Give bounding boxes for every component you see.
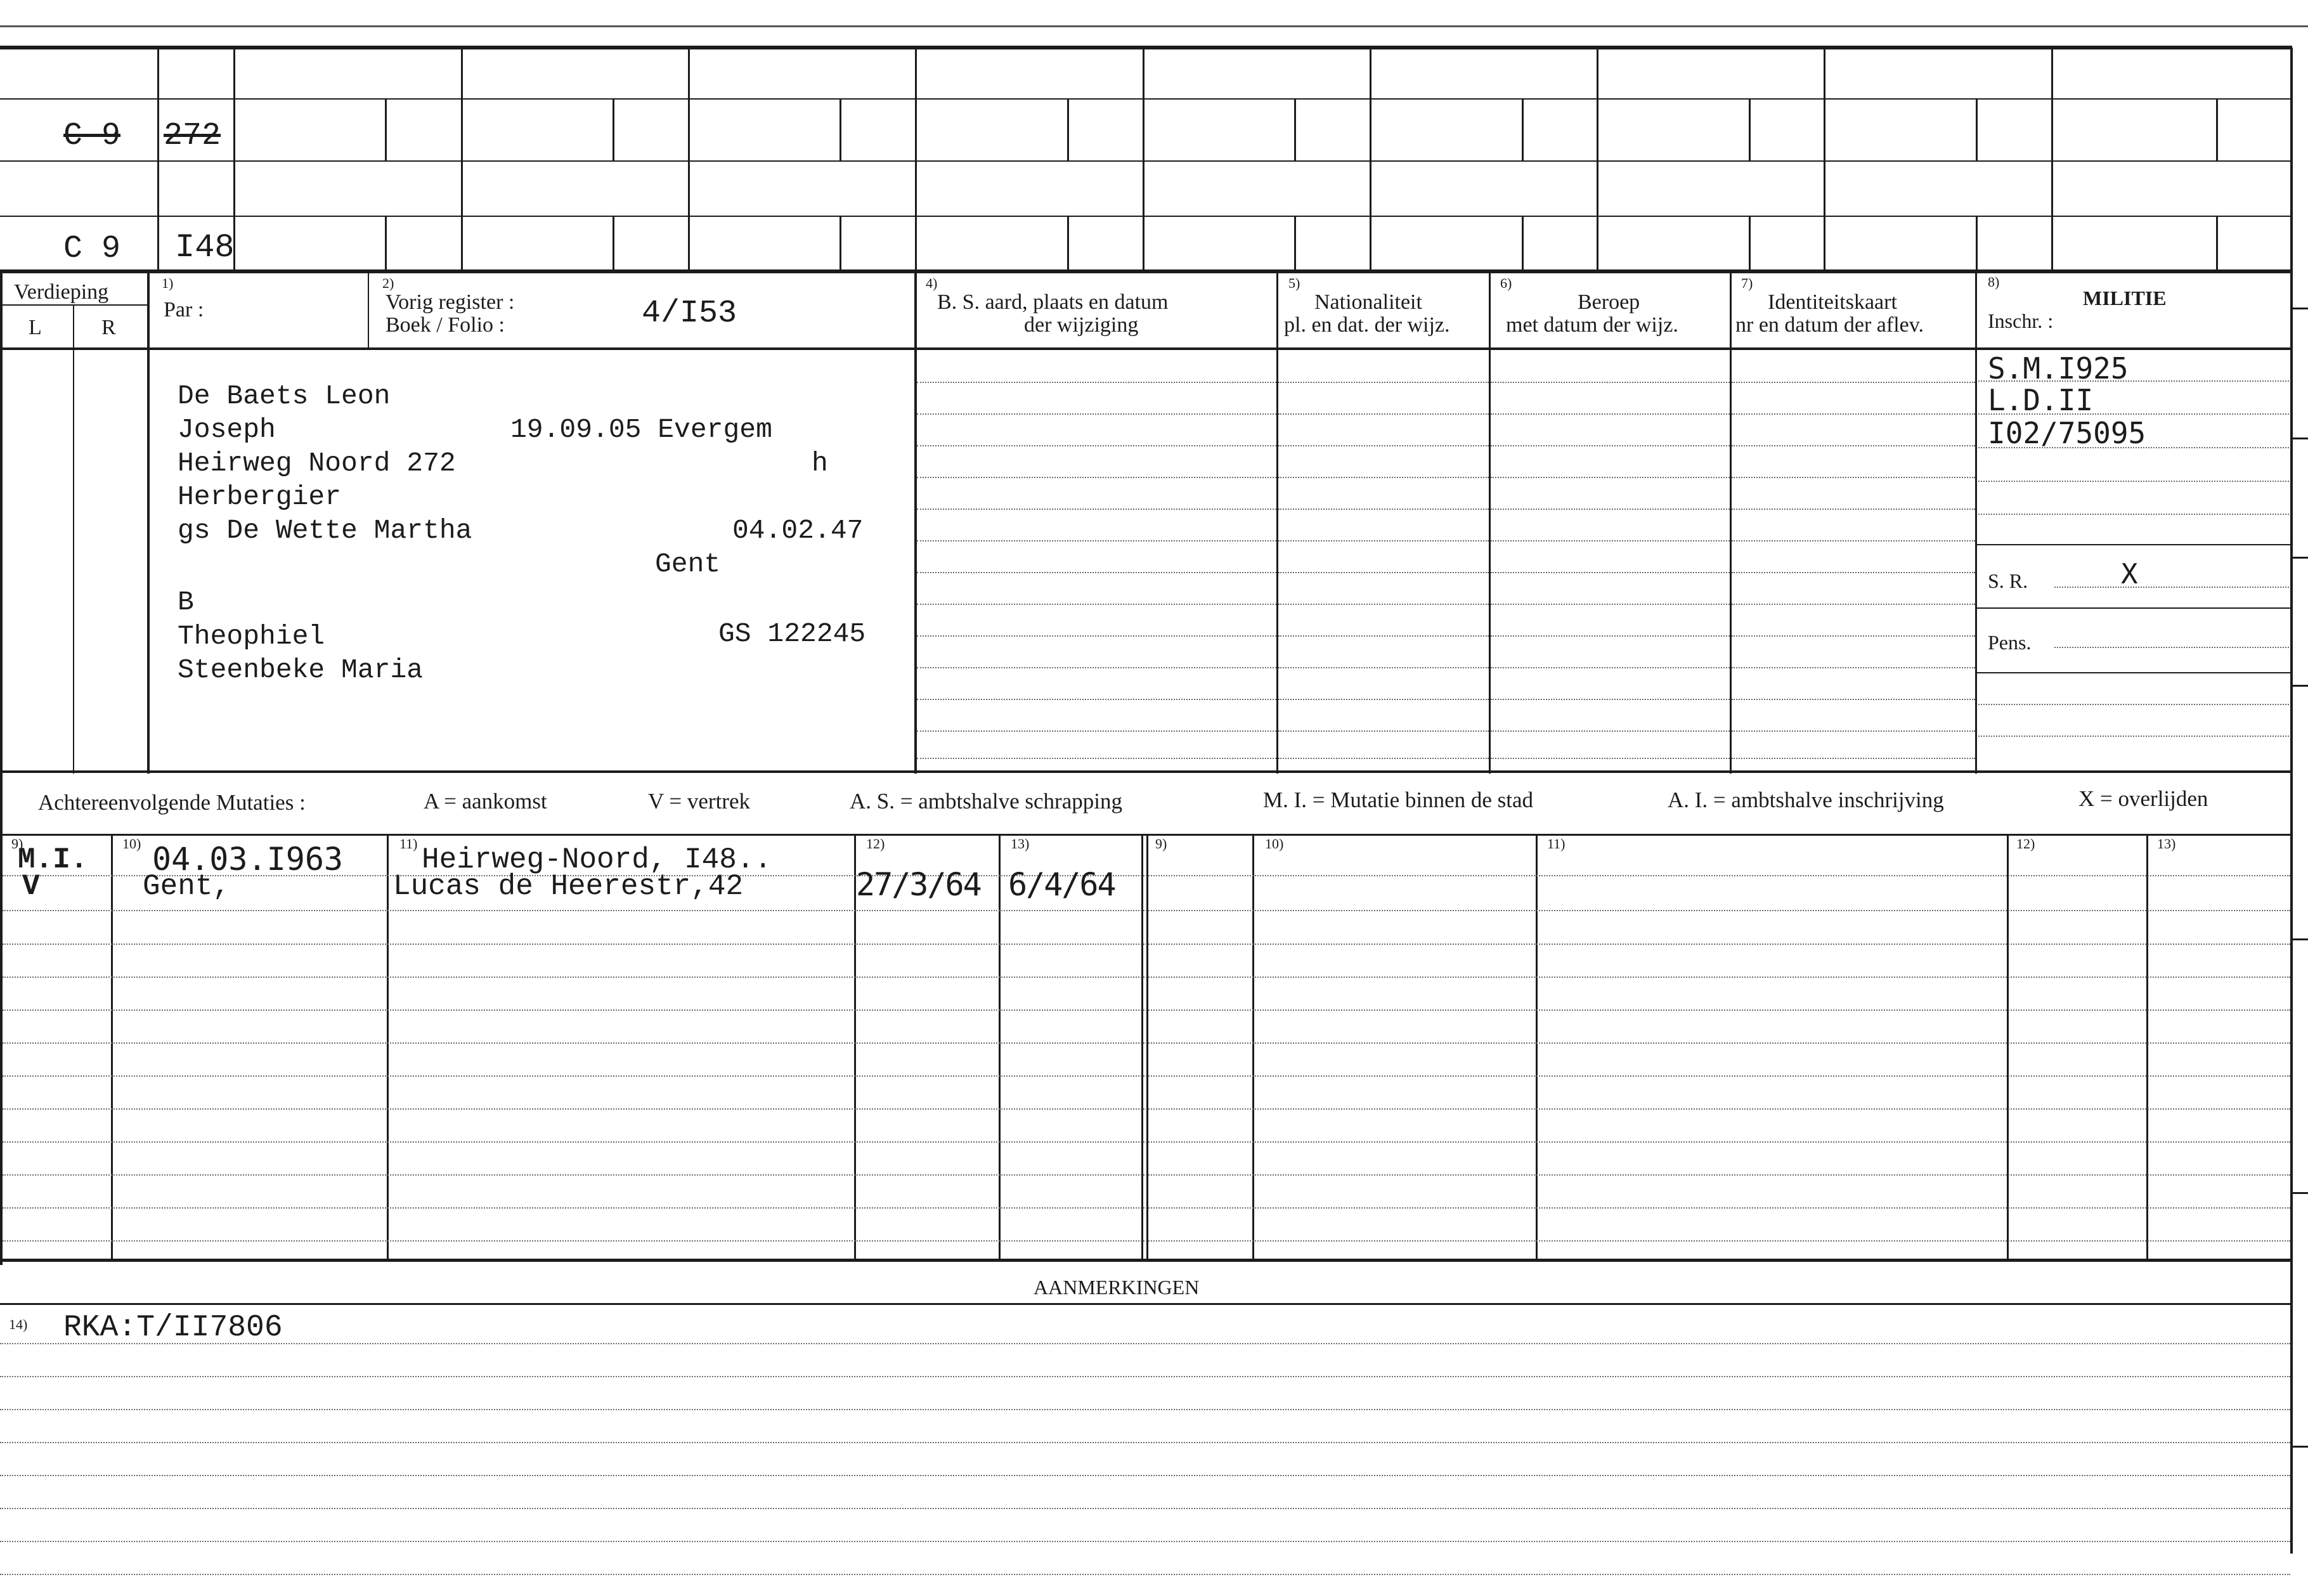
card-right-border [2290, 273, 2293, 1338]
identiteitskaart-label: Identiteitskaart [1768, 290, 1897, 314]
field-num: 7) [1741, 275, 1753, 291]
par-label: Par : [164, 298, 204, 321]
militie-line-3: I02/75095 [1988, 416, 2146, 450]
field-num: 4) [926, 275, 938, 291]
beroep-label-2: met datum der wijz. [1506, 313, 1678, 337]
verdieping-label: Verdieping [14, 280, 109, 304]
col-num: 12) [866, 836, 885, 852]
field-num: 1) [162, 275, 174, 291]
relation-mark: h [812, 448, 828, 479]
marriage-date: 04.02.47 [732, 515, 864, 546]
militie-title: MILITIE [2083, 287, 2167, 309]
identiteitskaart-label-2: nr en datum der aflev. [1735, 313, 1924, 337]
col-num: 10) [122, 836, 141, 852]
mutation-address-to: Lucas de Heerestr,42 [393, 870, 744, 903]
mother-name: Steenbeke Maria [178, 654, 424, 685]
birth-date-place: 19.09.05 Evergem [510, 414, 772, 445]
mutation-type-v: V [22, 870, 40, 903]
grid-line [0, 216, 2292, 217]
boek-folio-label: Boek / Folio : [386, 313, 505, 337]
mutation-date-12: 27/3/64 [856, 866, 981, 903]
vorig-register-label: Vorig register : [386, 290, 515, 314]
mutation-place: Gent, [143, 870, 231, 903]
legend-vertrek: V = vertrek [648, 789, 750, 814]
bs-label-2: der wijziging [1024, 313, 1139, 337]
id-number: GS 122245 [718, 618, 866, 649]
sr-label: S. R. [1988, 569, 2028, 592]
legend-aankomst: A = aankomst [424, 789, 547, 814]
col-num: 9) [1155, 836, 1167, 852]
mutation-address-from: Heirweg-Noord, I48.. [422, 843, 772, 876]
col-r-label: R [101, 316, 116, 339]
nationaliteit-label-2: pl. en dat. der wijz. [1284, 313, 1450, 337]
field-num: 6) [1500, 275, 1512, 291]
mutaties-title: Achtereenvolgende Mutaties : [38, 790, 306, 815]
father-name: Theophiel [178, 621, 325, 652]
card-left-border [0, 273, 3, 1265]
grid-line [0, 98, 2292, 100]
grid-bottom-border [0, 269, 2292, 273]
col-num: 13) [1011, 836, 1030, 852]
bs-label: B. S. aard, plaats en datum [937, 290, 1169, 314]
legend-ambtshalve-inschrijving: A. I. = ambtshalve inschrijving [1668, 788, 1944, 812]
marriage-place: Gent [655, 548, 721, 580]
mutation-date: 04.03.I963 [152, 841, 344, 878]
top-edge [0, 25, 2308, 27]
current-house-number: I48 [175, 229, 235, 266]
legend-ambtshalve-schrapping: A. S. = ambtshalve schrapping [850, 789, 1122, 814]
old-house-number: 272 [164, 118, 221, 154]
militie-line-2: L.D.II [1988, 383, 2094, 417]
col-num: 10) [1265, 836, 1284, 852]
main-block-bottom-rule [0, 770, 2292, 773]
col-num: 11) [1547, 836, 1566, 852]
field-num: 8) [1988, 274, 2000, 290]
col-l-label: L [29, 316, 42, 339]
person-name: De Baets Leon [178, 380, 391, 412]
aanmerkingen-title: AANMERKINGEN [1034, 1276, 1200, 1299]
col-num: 13) [2157, 836, 2176, 852]
beroep-label: Beroep [1578, 290, 1640, 314]
col-num: 11) [399, 836, 418, 852]
boek-folio-value: 4/I53 [642, 295, 737, 332]
legend-mutatie-stad: M. I. = Mutatie binnen de stad [1263, 788, 1534, 812]
mutation-date-13: 6/4/64 [1008, 866, 1115, 903]
mutation-type-mi: M.I. [18, 843, 88, 876]
profession: Herbergier [178, 481, 342, 512]
field-num: 5) [1288, 275, 1300, 291]
spouse: gs De Wette Martha [178, 515, 472, 546]
address: Heirweg Noord 272 [178, 448, 456, 479]
col-num: 9) [11, 836, 23, 852]
remarks-text: RKA:T/II7806 [63, 1311, 283, 1345]
mark-b: B [178, 587, 194, 618]
inschr-label: Inschr. : [1988, 309, 2054, 332]
legend-overlijden: X = overlijden [2078, 786, 2208, 811]
grid-line [0, 160, 2292, 162]
militie-line-1: S.M.I925 [1988, 351, 2129, 386]
field-num: 2) [382, 275, 394, 291]
current-district: C 9 [63, 231, 121, 267]
remarks-num: 14) [9, 1316, 28, 1332]
remarks-top-rule [0, 1303, 2292, 1305]
sr-value: X [2121, 558, 2138, 590]
grid-top-border [0, 46, 2292, 49]
pens-label: Pens. [1988, 631, 2032, 654]
header-bottom-rule [0, 347, 2292, 350]
nationaliteit-label: Nationaliteit [1314, 290, 1422, 314]
person-firstname: Joseph [178, 414, 276, 445]
old-district: C 9 [63, 118, 121, 154]
col-num: 12) [2016, 836, 2035, 852]
